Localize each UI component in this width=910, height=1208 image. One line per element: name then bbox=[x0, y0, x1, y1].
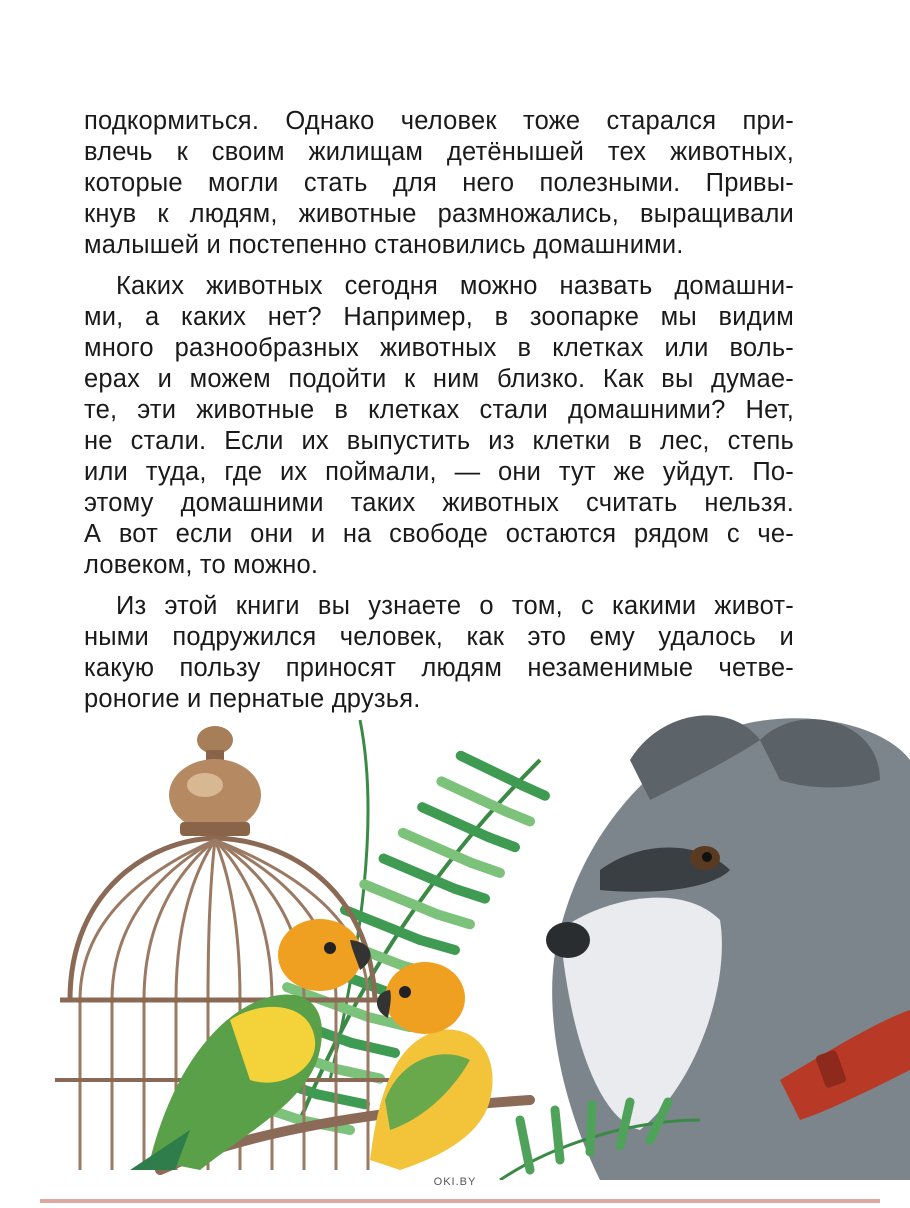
text-line: не стали. Если их выпустить из клетки в лес, степь bbox=[84, 427, 794, 455]
text-line: ловеком, то можно. bbox=[84, 551, 319, 579]
text-line: влечь к своим жилищам детёнышей тех животных, bbox=[84, 138, 794, 166]
palm-leaflet bbox=[422, 807, 488, 837]
text-line: этому домашними таких животных считать нельзя. bbox=[84, 489, 794, 517]
text-line: которые могли стать для него полезными. Привы- bbox=[84, 169, 794, 197]
text-line: подкормиться. Однако человек тоже старался при- bbox=[84, 107, 794, 135]
text-line: Из этой книги вы узнаете о том, с какими живот- bbox=[116, 592, 794, 620]
text-line: ми, а каких нет? Например, в зоопарке мы видим bbox=[84, 303, 794, 331]
text-line: много разнообразных животных в клетках или воль- bbox=[84, 334, 794, 362]
palm-leaflet bbox=[441, 781, 505, 811]
illustration bbox=[0, 700, 910, 1180]
watermark: OKI.BY bbox=[433, 1176, 477, 1188]
palm-leaflet bbox=[334, 1069, 380, 1079]
palm-leaflet bbox=[317, 1094, 365, 1104]
palm-leaflet bbox=[471, 863, 500, 873]
text-line: роногие и пернатые друзья. bbox=[84, 685, 421, 713]
text-line: кнув к людям, животные размножались, выращивали bbox=[84, 200, 794, 228]
palm-leaflet bbox=[523, 786, 545, 796]
paragraph bbox=[84, 591, 794, 715]
palm-leaflet bbox=[506, 811, 530, 821]
palm-leaflet bbox=[364, 884, 437, 914]
schnauzer-dog-icon bbox=[546, 715, 910, 1180]
palm-leaflet bbox=[437, 914, 470, 924]
paragraph bbox=[84, 271, 794, 581]
palm-leaflet bbox=[351, 1043, 395, 1053]
text-line: А вот если они и на свободе остаются рядом с че- bbox=[84, 520, 794, 548]
palm-leaflet bbox=[454, 889, 485, 899]
text-line: ными подружился человек, как это ему удалось и bbox=[84, 623, 794, 651]
palm-leaflet bbox=[489, 837, 515, 847]
palm-leaflet bbox=[384, 859, 455, 889]
text-line: Каких животных сегодня можно назвать домашни- bbox=[116, 272, 794, 300]
text-line: малышей и постепенно становились домашними. bbox=[84, 231, 684, 259]
paragraph bbox=[84, 106, 794, 261]
palm-leaflet bbox=[420, 940, 455, 950]
body-text bbox=[84, 106, 794, 715]
parrot-icon bbox=[370, 962, 493, 1170]
text-line: какую пользу приносят людям незаменимые четве- bbox=[84, 654, 794, 682]
text-line: ерах и можем подойти к ним близко. Как вы думае- bbox=[84, 365, 794, 393]
palm-leaflet bbox=[461, 756, 523, 786]
text-line: или туда, где их поймали, — они тут же уйдут. По- bbox=[84, 458, 794, 486]
bottom-bar bbox=[40, 1190, 880, 1194]
text-line: те, эти животные в клетках стали домашними? Нет, bbox=[84, 396, 794, 424]
